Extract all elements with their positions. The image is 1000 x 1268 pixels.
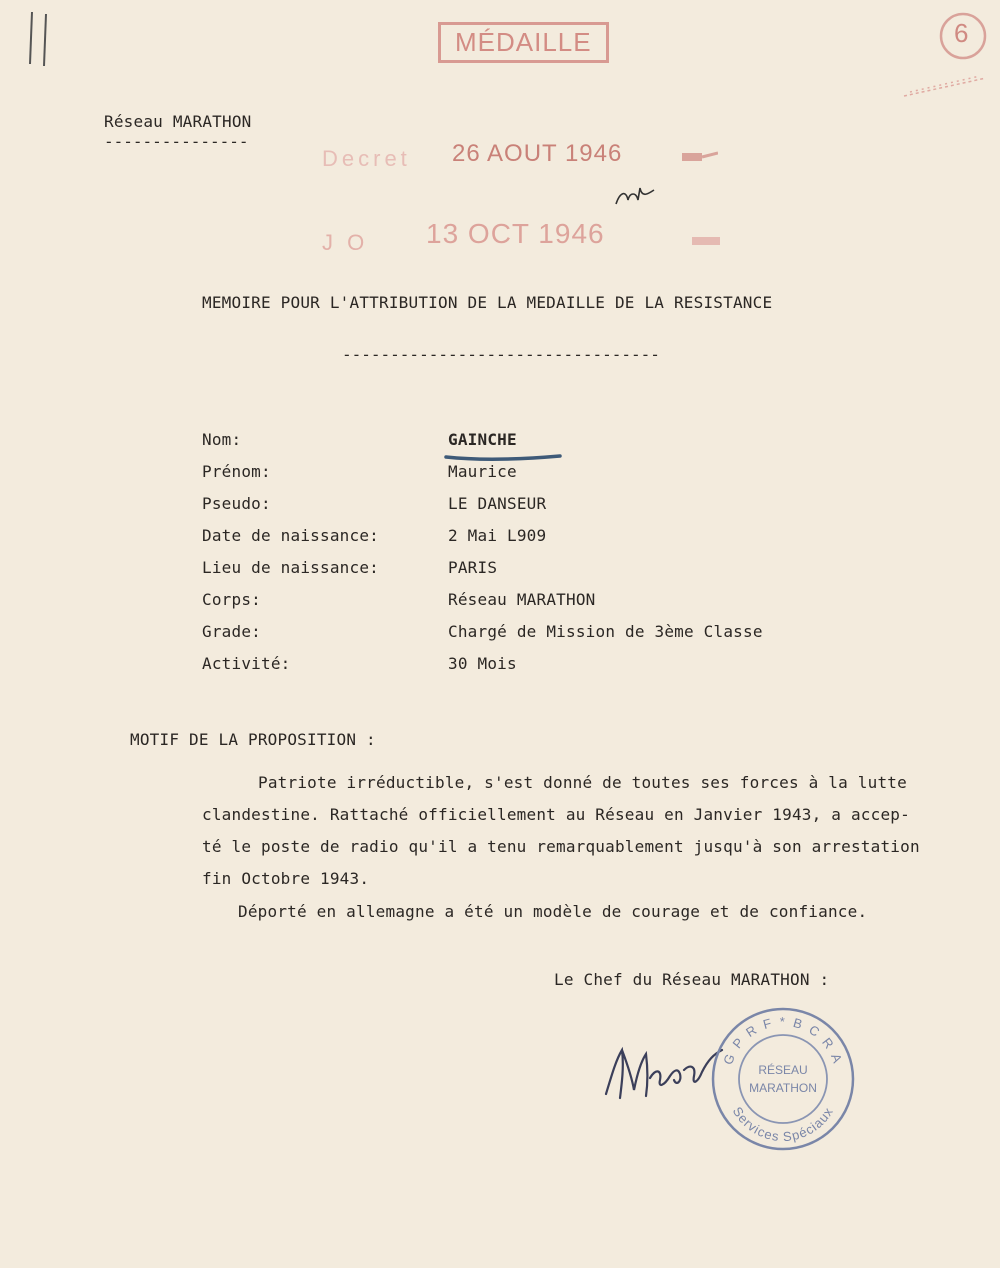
field-label-prenom: Prénom: <box>202 462 271 481</box>
chief-signature-label: Le Chef du Réseau MARATHON : <box>554 970 830 989</box>
field-value-lieu-naissance: PARIS <box>448 558 498 577</box>
field-label-lieu-naissance: Lieu de naissance: <box>202 558 379 577</box>
network-header: Réseau MARATHON <box>104 112 252 131</box>
red-hatching-graphic <box>900 70 990 100</box>
seal-center-line-2: MARATHON <box>749 1081 817 1095</box>
jo-date: 13 OCT 1946 <box>426 218 605 249</box>
decree-mark <box>682 150 718 164</box>
document-title-underline: --------------------------------- <box>342 345 660 364</box>
field-value-nom: GAINCHE <box>448 430 517 449</box>
motif-line-3: té le poste de radio qu'il a tenu remarquablement jusqu'à son arrestation <box>202 837 920 856</box>
network-header-underline: --------------- <box>104 132 249 151</box>
jo-mark-graphic <box>692 235 722 247</box>
field-value-prenom: Maurice <box>448 462 517 481</box>
jo-label: J O <box>322 230 369 255</box>
seal-top-text: G P R F * B C R A <box>720 1013 846 1067</box>
field-label-date-naissance: Date de naissance: <box>202 526 379 545</box>
svg-text:G P R F * B C R A <box>720 1014 846 1067</box>
official-seal <box>708 1004 858 1154</box>
field-label-activite: Activité: <box>202 654 291 673</box>
motif-line-2: clandestine. Rattaché officiellement au Réseau en Janvier 1943, a accep- <box>202 805 910 824</box>
decree-label: Decret <box>322 146 411 171</box>
field-label-corps: Corps: <box>202 590 261 609</box>
margin-marks <box>20 8 60 68</box>
jo-mark <box>692 232 722 244</box>
field-value-corps: Réseau MARATHON <box>448 590 596 609</box>
seal-graphic <box>708 1004 858 1154</box>
name-underline-mark <box>444 448 564 460</box>
pencil-marks-graphic <box>20 8 60 68</box>
field-label-nom: Nom: <box>202 430 242 449</box>
seal-bottom-text: Services Spéciaux <box>729 1104 837 1145</box>
motif-line-5: Déporté en allemagne a été un modèle de courage et de confiance. <box>238 902 868 921</box>
field-value-date-naissance: 2 Mai L909 <box>448 526 547 545</box>
document-title: MEMOIRE POUR L'ATTRIBUTION DE LA MEDAILLE DE LA RESISTANCE <box>202 293 773 312</box>
initials-graphic <box>612 178 662 212</box>
seal-center-line-1: RÉSEAU <box>758 1063 808 1077</box>
decree-date: 26 AOUT 1946 <box>452 140 623 167</box>
handwritten-initials <box>612 178 662 212</box>
decree-mark-graphic <box>682 151 718 165</box>
motif-heading: MOTIF DE LA PROPOSITION : <box>130 730 376 749</box>
medal-stamp: MÉDAILLE <box>438 22 609 63</box>
circled-number <box>936 8 990 62</box>
motif-line-4: fin Octobre 1943. <box>202 869 370 888</box>
field-value-pseudo: LE DANSEUR <box>448 494 547 513</box>
red-hatching <box>900 70 990 100</box>
field-value-grade: Chargé de Mission de 3ème Classe <box>448 622 763 641</box>
circled-number-text: 6 <box>954 18 969 48</box>
field-label-grade: Grade: <box>202 622 261 641</box>
field-label-pseudo: Pseudo: <box>202 494 271 513</box>
motif-line-1: Patriote irréductible, s'est donné de toutes ses forces à la lutte <box>258 773 907 792</box>
field-value-activite: 30 Mois <box>448 654 517 673</box>
